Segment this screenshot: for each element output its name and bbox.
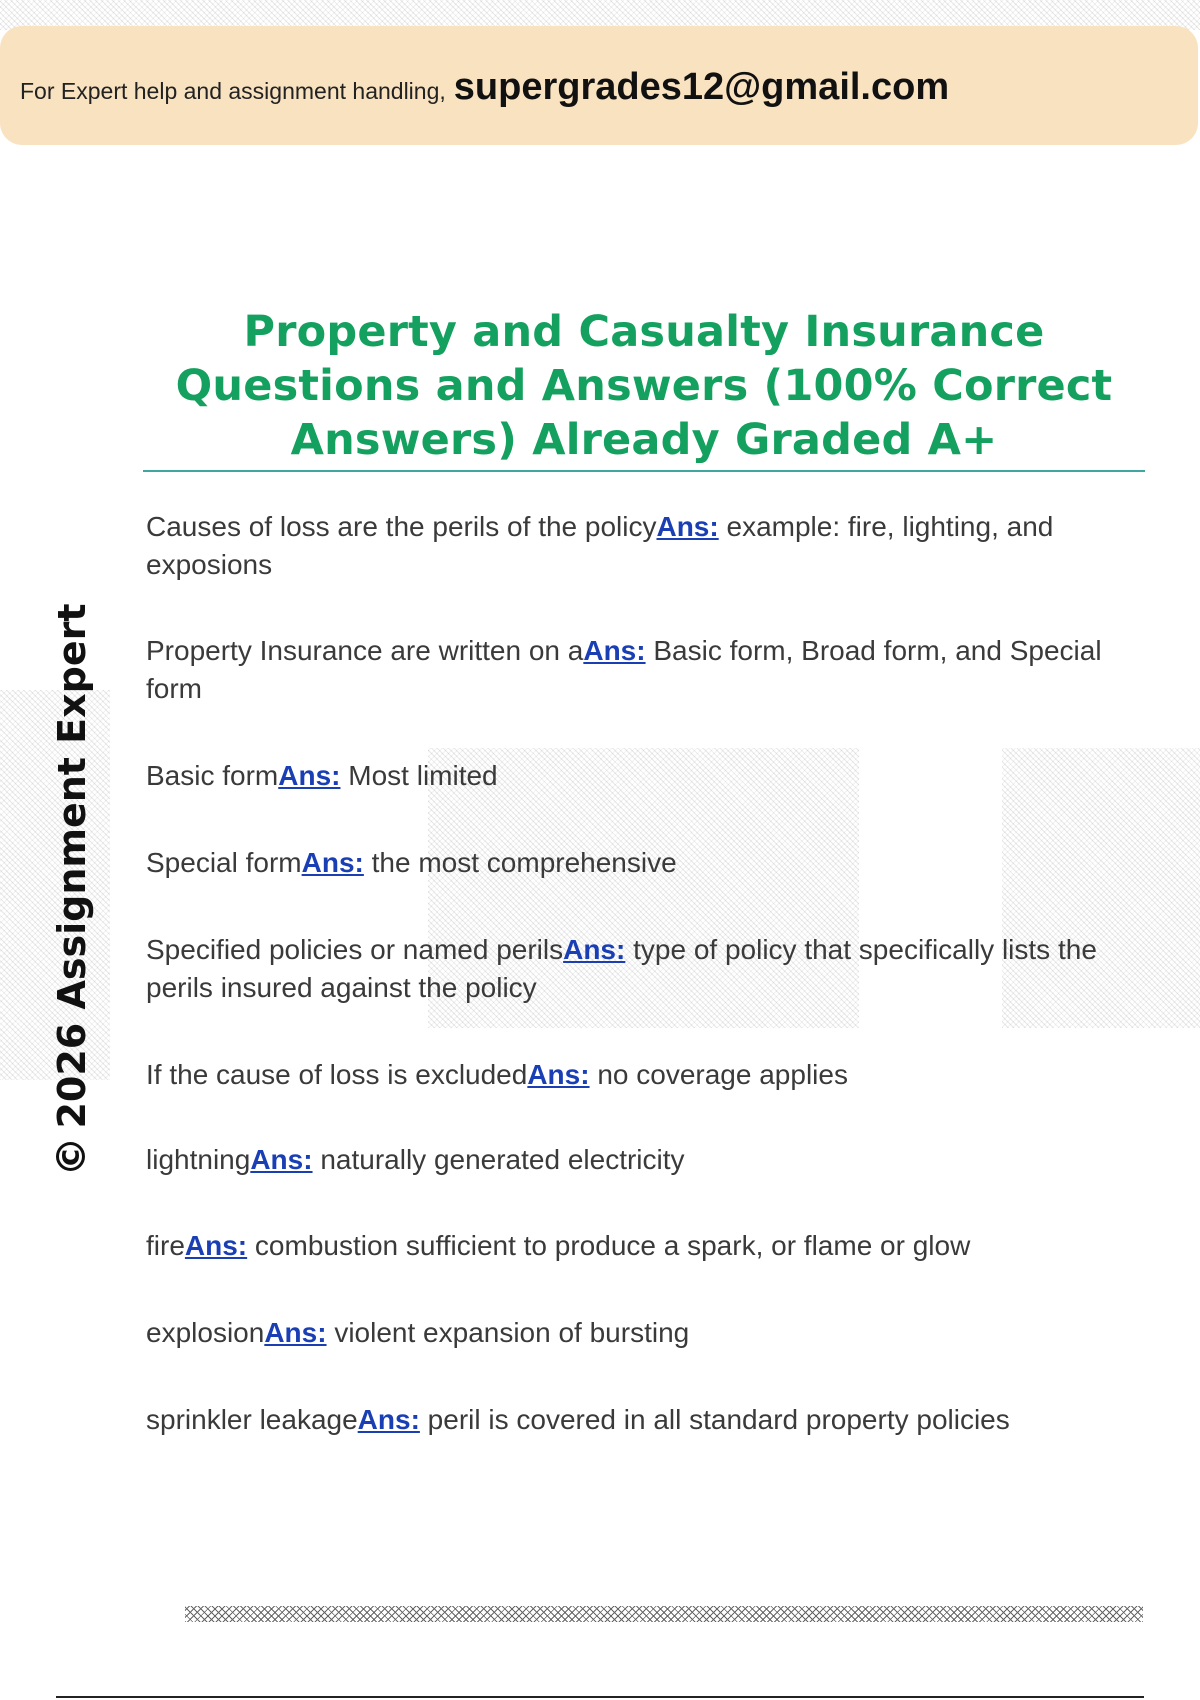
answer-label: Ans: <box>563 934 626 965</box>
answer-label: Ans: <box>184 1230 248 1261</box>
qa-item <box>146 1314 1146 1352</box>
qa-item <box>146 1227 1146 1265</box>
question-text: Property Insurance are written on a <box>146 635 584 666</box>
answer-text: no coverage applies <box>589 1059 848 1090</box>
question-text: explosion <box>146 1317 265 1348</box>
question-text: Specified policies or named perils <box>146 934 564 965</box>
contact-banner <box>0 26 1198 145</box>
copyright-symbol: © <box>49 1136 95 1177</box>
watermark-text: 2026 Assignment Expert <box>50 603 94 1129</box>
decorative-zigzag-divider <box>185 1606 1143 1622</box>
question-text: Special form <box>146 847 302 878</box>
qa-item <box>146 1401 1146 1439</box>
question-text: If the cause of loss is excluded <box>146 1059 528 1090</box>
question-text: fire <box>146 1230 185 1261</box>
qa-item <box>146 931 1146 1007</box>
qa-item <box>146 1141 1146 1179</box>
banner-lead-text: For Expert help and assignment handling, <box>20 78 446 104</box>
qa-item <box>146 757 1146 795</box>
qa-item <box>146 508 1146 584</box>
page-bottom-rule <box>56 1696 1144 1698</box>
question-text: sprinkler leakage <box>146 1404 358 1435</box>
answer-label: Ans: <box>250 1144 313 1175</box>
title-divider <box>143 470 1145 472</box>
document-title: Property and Casualty Insurance Questions and Answers (100% Correct Answers) Already Graded A+ <box>175 307 1113 465</box>
banner-email[interactable]: supergrades12@gmail.com <box>453 66 950 108</box>
answer-label: Ans: <box>357 1404 420 1435</box>
answer-text: peril is covered in all standard property policies <box>419 1404 1010 1435</box>
question-text: Causes of loss are the perils of the policy <box>146 511 657 542</box>
answer-text: type of policy that specifically lists the perils insured against the policy <box>146 934 1097 1003</box>
answer-text: combustion sufficient to produce a spark, or flame or glow <box>247 1230 971 1261</box>
qa-item <box>146 632 1146 708</box>
answer-text: example: fire, lighting, and exposions <box>146 511 1054 580</box>
copyright-watermark <box>49 603 95 1176</box>
answer-label: Ans: <box>278 760 341 791</box>
answer-label: Ans: <box>583 635 646 666</box>
question-text: Basic form <box>146 760 279 791</box>
qa-item <box>146 844 1146 882</box>
answer-label: Ans: <box>656 511 719 542</box>
answer-text: violent expansion of bursting <box>326 1317 690 1348</box>
qa-item <box>146 1056 1146 1094</box>
answer-text: naturally generated electricity <box>312 1144 685 1175</box>
answer-text: Most limited <box>340 760 498 791</box>
answer-label: Ans: <box>527 1059 590 1090</box>
answer-label: Ans: <box>301 847 364 878</box>
answer-label: Ans: <box>264 1317 327 1348</box>
question-text: lightning <box>146 1144 251 1175</box>
answer-text: the most comprehensive <box>363 847 677 878</box>
answer-text: Basic form, Broad form, and Special form <box>146 635 1102 704</box>
